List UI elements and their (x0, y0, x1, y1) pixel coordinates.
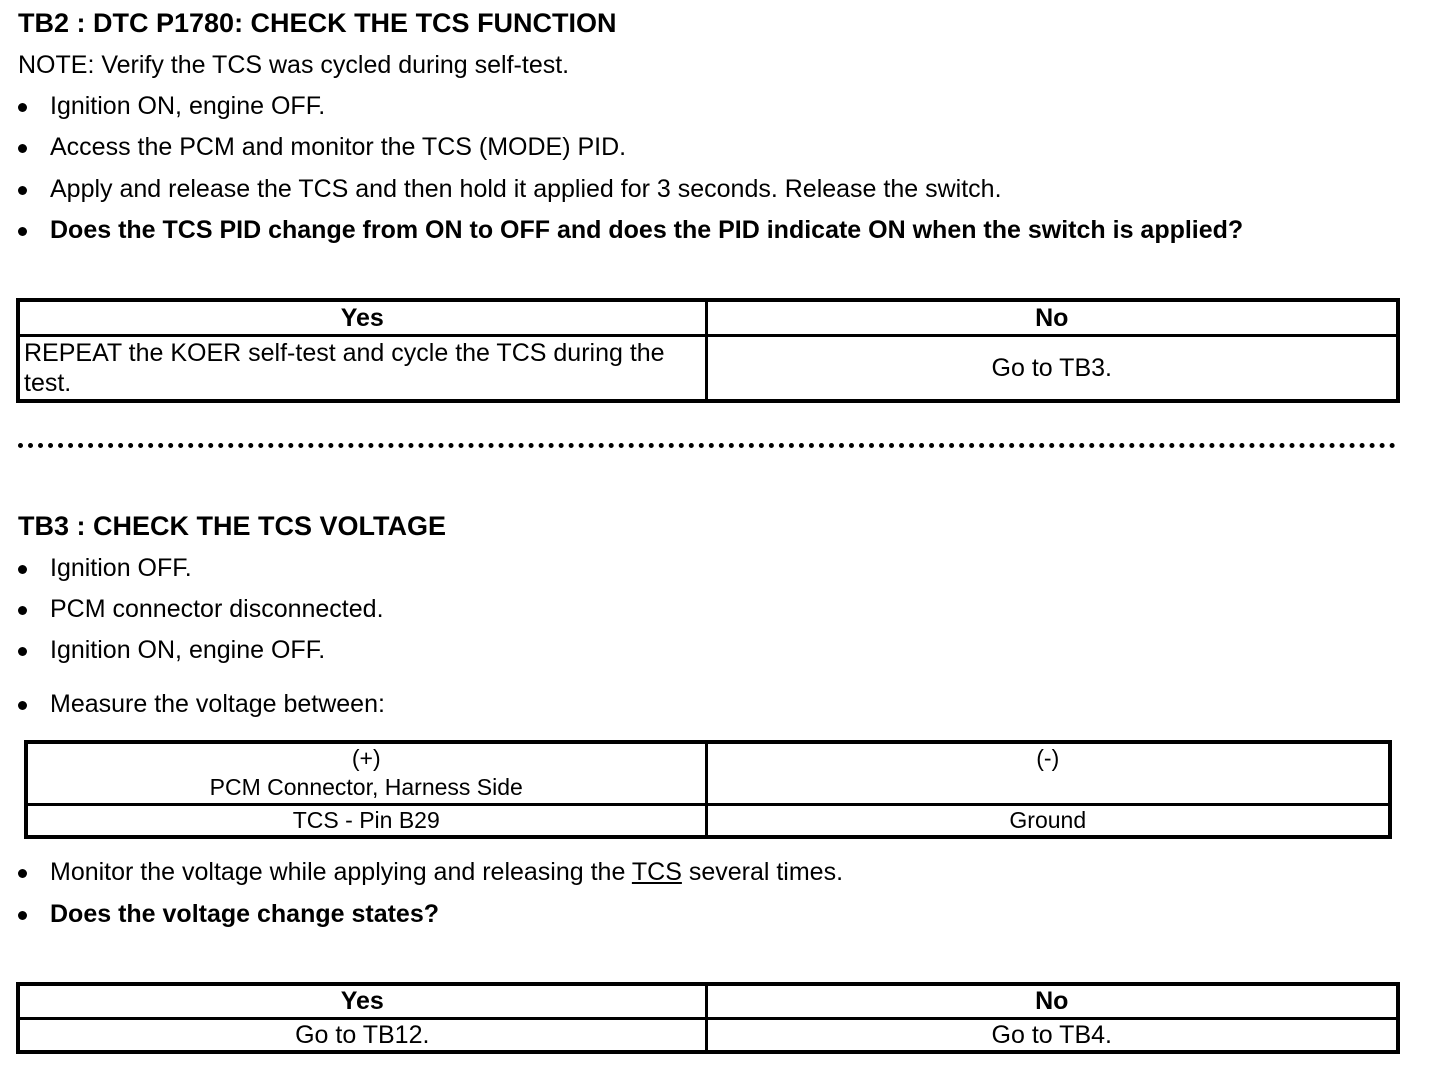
tb3-result-table (16, 982, 1400, 1054)
tb2-note: NOTE: Verify the TCS was cycled during self-test. (18, 51, 570, 79)
tb2-step-1-text: Ignition ON, engine OFF. (50, 92, 326, 120)
minus-value: Ground (706, 804, 1390, 837)
measure-table (24, 740, 1392, 839)
tb2-step-3-text: Apply and release the TCS and then hold it applied for 3 seconds. Release the switch. (50, 175, 1002, 203)
bullet-icon (18, 647, 27, 656)
tb3-heading: TB3 : CHECK THE TCS VOLTAGE (18, 511, 447, 541)
yes-header: Yes (18, 300, 706, 335)
bullet-icon (18, 911, 27, 920)
tb3-step-3-text: Ignition ON, engine OFF. (50, 636, 326, 664)
minus-header-cell (706, 742, 1390, 804)
no-action: Go to TB3. (706, 335, 1398, 401)
bullet-icon (18, 144, 27, 153)
no-action: Go to TB4. (706, 1018, 1398, 1052)
yes-action: Go to TB12. (18, 1018, 706, 1052)
tb3-step-1-text: Ignition OFF. (50, 554, 192, 582)
tb2-result-table (16, 298, 1400, 403)
tb2-step-2-text: Access the PCM and monitor the TCS (MODE) PID. (50, 133, 627, 161)
minus-symbol: (-) (1036, 745, 1060, 771)
plus-header-cell (26, 742, 706, 804)
section-divider (18, 443, 1396, 448)
tb3-measure-intro-text: Measure the voltage between: (50, 690, 385, 718)
bullet-icon (18, 186, 27, 195)
bullet-icon (18, 606, 27, 615)
tb2-heading: TB2 : DTC P1780: CHECK THE TCS FUNCTION (18, 8, 617, 38)
bullet-icon (18, 103, 27, 112)
bullet-icon (18, 701, 27, 710)
no-header: No (706, 300, 1398, 335)
monitor-text-after: several times. (681, 858, 844, 886)
bullet-icon (18, 227, 27, 236)
plus-label: PCM Connector, Harness Side (209, 774, 523, 800)
yes-header: Yes (18, 984, 706, 1018)
tb3-step-2-text: PCM connector disconnected. (50, 595, 384, 623)
bullet-icon (18, 869, 27, 878)
tb2-question-text: Does the TCS PID change from ON to OFF and does the PID indicate ON when the switch is applied? (50, 216, 1244, 244)
monitor-text-underlined: TCS (631, 858, 682, 886)
tb3-monitor-step-text (50, 857, 843, 887)
yes-action: REPEAT the KOER self-test and cycle the TCS during the test. (18, 335, 706, 401)
tb3-question-text: Does the voltage change states? (50, 900, 440, 928)
plus-value: TCS - Pin B29 (26, 804, 706, 837)
no-header: No (706, 984, 1398, 1018)
bullet-icon (18, 565, 27, 574)
plus-symbol: (+) (351, 745, 381, 771)
monitor-text-before: Monitor the voltage while applying and releasing the (50, 858, 632, 886)
